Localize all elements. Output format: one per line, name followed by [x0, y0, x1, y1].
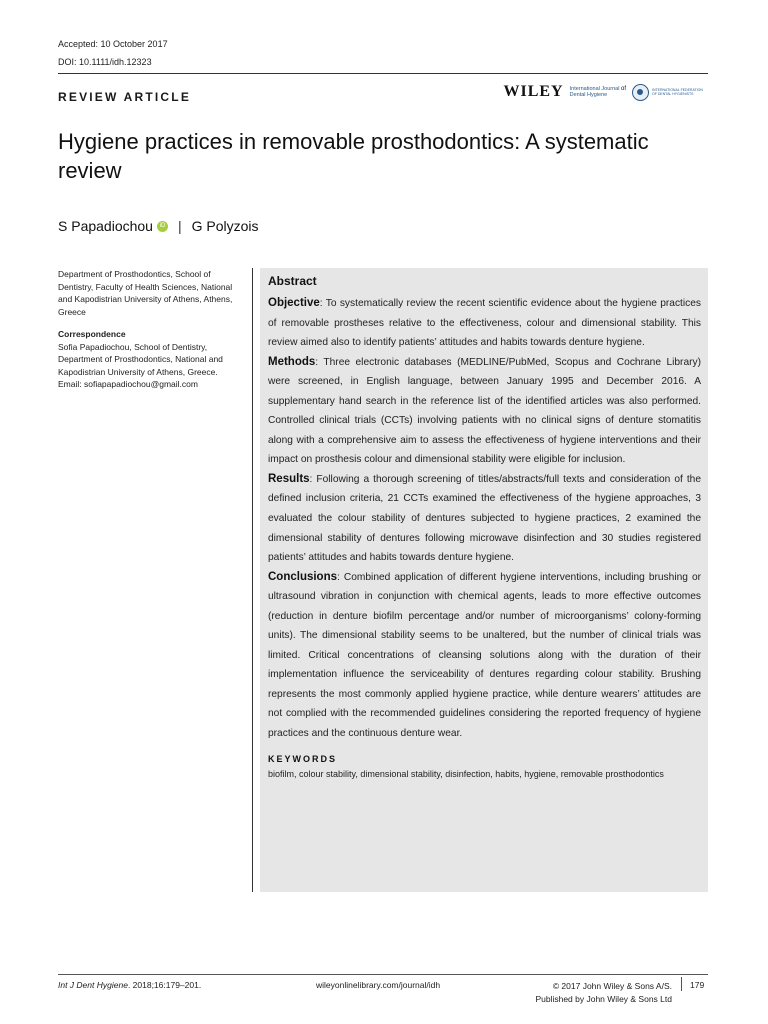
- footer-citation: [58, 980, 201, 990]
- author-first[interactable]: S Papadiochou: [58, 218, 153, 234]
- abstract-methods: [268, 353, 701, 470]
- journal-name-line1: International Journal: [569, 86, 620, 92]
- journal-logo: [570, 86, 626, 98]
- footer-url[interactable]: wileyonlinelibrary.com/journal/idh: [316, 980, 441, 990]
- article-title: Hygiene practices in removable prosthodontics: A systematic review: [58, 129, 649, 183]
- correspondence-text: Sofia Papadiochou, School of Dentistry, Department of Prosthodontics, National and Kapodistrian University of Athens, Greece.: [58, 341, 223, 377]
- correspondence-email[interactable]: Email: sofiapapadiochou@gmail.com: [58, 379, 198, 389]
- footer-journal-abbrev: Int J Dent Hygiene: [58, 980, 128, 990]
- abstract-conclusions: [268, 568, 701, 744]
- ifdh-seal-icon: [632, 84, 649, 101]
- keywords-heading: KEYWORDS: [268, 753, 338, 764]
- abstract-box: [260, 268, 708, 892]
- affiliation-column: [58, 268, 244, 391]
- correspondence-heading: Correspondence: [58, 329, 126, 339]
- keywords-list: biofilm, colour stability, dimensional stability, disinfection, habits, hygiene, removable prosthodontics: [268, 768, 664, 779]
- abstract-methods-text: : Three electronic databases (MEDLINE/PubMed, Scopus and Cochrane Library) were screened, in English language, between January 1995 and December 2016. A supplementary hand search in the reference list of the identified articles was also performed. Controlled clinical trials (CCTs) involving patients with no clinical signs of denture stomatitis along with a comprehensive aim to assess the effectiveness of hygiene interventions and their impact on prosthesis colour and dimensional stability were eligible for inclusion.: [268, 356, 701, 466]
- column-divider: [252, 268, 253, 892]
- published-by-line: Published by John Wiley & Sons Ltd: [535, 994, 672, 1004]
- accepted-date: Accepted: 10 October 2017: [58, 39, 168, 49]
- abstract-objective-heading: Objective: [268, 297, 320, 309]
- footer-copyright: [532, 980, 672, 1006]
- abstract-objective: [268, 294, 701, 353]
- abstract-conclusions-text: : Combined application of different hygiene interventions, including brushing or ultrasound vibration in conjunction with chemical agents, leads to more effective outcomes (reduction in denture biofilm percentage and/or number of microorganisms’ colony-forming units). The dimensional stability seems to be unaltered, but the number of clinical trials was limited. Critical concentrations of cleansing solutions along with the duration of their implementation influence the serviceability of dentures regarding colour stability. Brushing represents the most commonly applied hygiene practice, while denture wearers’ attitudes are not complied with the recommended guidelines considering the reported frequency of hygiene practices and the continuous denture wear.: [268, 571, 701, 740]
- author-separator: |: [177, 218, 182, 234]
- journal-name-of: of: [620, 86, 626, 92]
- wiley-logo: WILEY: [503, 83, 564, 100]
- publisher-logos: [503, 83, 712, 101]
- abstract-results-text: : Following a thorough screening of titles/abstracts/full texts and consideration of the defined inclusion criteria, 21 CCTs examined the effectiveness of the hygiene approaches, 3 evaluated the colour stability of dentures subjected to hygiene practices, 2 examined the dimensional stability of dentures following microwave disinfection and 30 studies registered patients’ attitudes and habits towards denture hygiene.: [268, 473, 701, 564]
- page-number: 179: [690, 980, 705, 990]
- footer-divider: [58, 974, 708, 975]
- abstract-objective-text: : To systematically review the recent scientific evidence about the hygiene practices of removable prostheses relative to the effectiveness, colour and dimensional stability. This review aimed also to identify patients’ attitudes and habits towards denture hygiene.: [268, 298, 701, 349]
- abstract-methods-heading: Methods: [268, 355, 316, 368]
- ifdh-name-line1: INTERNATIONAL FEDERATION: [652, 88, 703, 92]
- ifdh-name-line2: OF DENTAL HYGIENISTS: [652, 92, 694, 96]
- page-number-divider: [681, 977, 682, 991]
- copyright-line: © 2017 John Wiley & Sons A/S.: [552, 981, 672, 991]
- header-divider: [58, 73, 708, 74]
- author-list: [58, 218, 259, 234]
- footer-volume: . 2018;16:179–201.: [127, 980, 202, 990]
- author-second[interactable]: G Polyzois: [191, 218, 259, 234]
- abstract-results: [268, 470, 701, 568]
- abstract-title: Abstract: [268, 274, 317, 288]
- abstract-conclusions-heading: Conclusions: [268, 570, 338, 583]
- article-type-label: REVIEW ARTICLE: [58, 90, 192, 104]
- ifdh-logo: [632, 84, 712, 101]
- doi-link[interactable]: DOI: 10.1111/idh.12323: [58, 57, 152, 67]
- journal-name-line2: Dental Hygiene: [569, 92, 608, 98]
- affiliation: Department of Prosthodontics, School of Dentistry, Faculty of Health Sciences, National and Kapodistrian University of Athens, Athens, Greece: [58, 269, 233, 317]
- abstract-results-heading: Results: [268, 472, 310, 485]
- orcid-icon[interactable]: iD: [157, 221, 168, 232]
